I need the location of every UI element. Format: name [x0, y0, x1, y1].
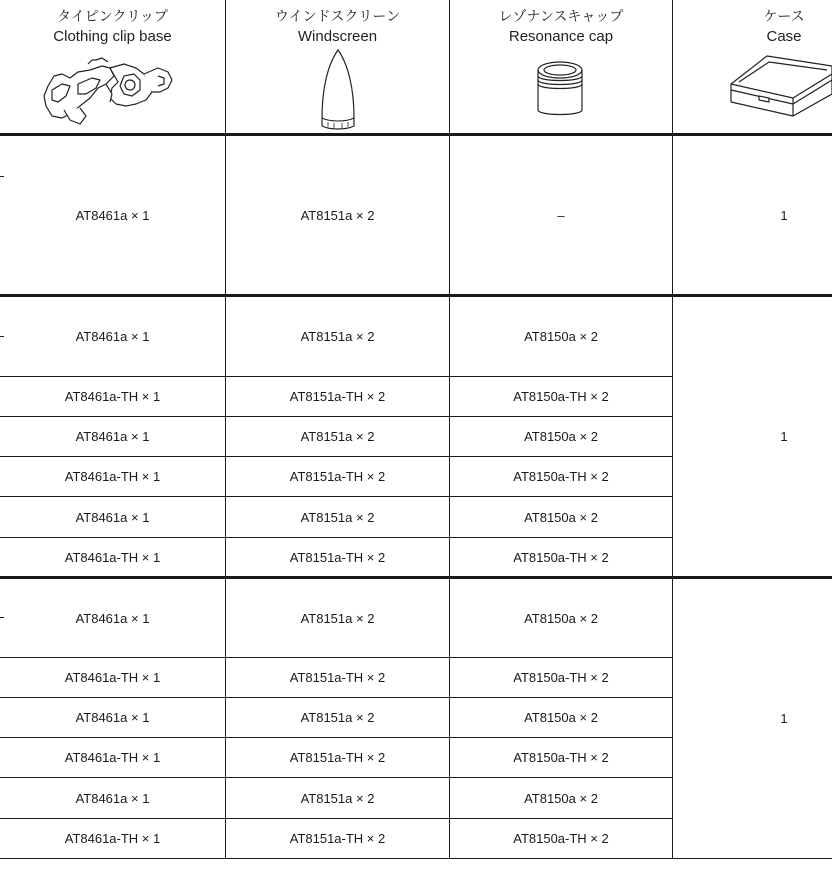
cell-cap: AT8150a × 2	[524, 610, 598, 626]
cell-clip: AT8461a × 1	[75, 509, 150, 525]
cell-windscreen: AT8151a-TH × 2	[289, 670, 386, 685]
cell-cap: –	[557, 207, 565, 223]
cell-case: 1	[780, 207, 788, 223]
header-windscreen-en: Windscreen	[297, 28, 378, 45]
cell-clip: AT8461a × 1	[75, 429, 150, 444]
cell-windscreen: AT8151a × 2	[300, 610, 375, 626]
cell-windscreen: AT8151a × 2	[300, 207, 375, 223]
header-case	[673, 8, 832, 46]
cell-windscreen: AT8151a × 2	[300, 509, 375, 525]
header-cap-en: Resonance cap	[508, 28, 614, 45]
case-illustration	[727, 52, 832, 120]
header-clip-jp: タイピンクリップ	[57, 9, 168, 25]
header-clip	[0, 8, 225, 46]
cell-clip: AT8461a-TH × 1	[64, 389, 161, 404]
resonance-cap-illustration	[532, 54, 588, 120]
cell-windscreen: AT8151a-TH × 2	[289, 549, 386, 565]
cell-clip: AT8461a × 1	[75, 790, 150, 806]
cell-cap: AT8150a-TH × 2	[513, 670, 609, 685]
header-cap	[450, 8, 672, 46]
cell-cap: AT8150a-TH × 2	[513, 469, 609, 484]
cell-cap: AT8150a-TH × 2	[513, 750, 609, 765]
header-cap-jp: レゾナンスキャップ	[498, 9, 624, 25]
cell-clip: AT8461a × 1	[75, 329, 150, 344]
header-windscreen	[226, 8, 449, 46]
cell-clip: AT8461a × 1	[75, 610, 150, 626]
cell-cap: AT8150a × 2	[524, 710, 598, 725]
cell-windscreen: AT8151a × 2	[300, 329, 375, 344]
cell-cap: AT8150a × 2	[524, 509, 598, 525]
cell-cap: AT8150a × 2	[524, 329, 598, 344]
cell-windscreen: AT8151a-TH × 2	[289, 469, 386, 484]
cell-cap: AT8150a-TH × 2	[513, 549, 609, 565]
header-clip-en: Clothing clip base	[53, 28, 172, 45]
header-case-jp: ケース	[763, 9, 805, 25]
divider-bottom	[0, 858, 832, 859]
cell-windscreen: AT8151a × 2	[300, 429, 375, 444]
cell-case: 1	[780, 429, 788, 444]
cell-clip: AT8461a-TH × 1	[64, 549, 161, 565]
cell-clip: AT8461a × 1	[75, 710, 150, 725]
cell-windscreen: AT8151a-TH × 2	[289, 389, 386, 404]
cell-clip: AT8461a × 1	[75, 207, 150, 223]
cell-clip: AT8461a-TH × 1	[64, 670, 161, 685]
cell-windscreen: AT8151a-TH × 2	[289, 831, 386, 846]
cell-case: 1	[780, 711, 788, 726]
cell-windscreen: AT8151a × 2	[300, 790, 375, 806]
cell-windscreen: AT8151a × 2	[300, 710, 375, 725]
windscreen-illustration	[318, 48, 358, 132]
header-case-en: Case	[766, 28, 802, 45]
header-windscreen-jp: ウインドスクリーン	[274, 9, 401, 25]
clip-illustration	[40, 54, 190, 129]
cell-cap: AT8150a × 2	[524, 429, 598, 444]
cell-clip: AT8461a-TH × 1	[64, 750, 161, 765]
cell-cap: AT8150a × 2	[524, 790, 598, 806]
cell-windscreen: AT8151a-TH × 2	[289, 750, 386, 765]
cell-clip: AT8461a-TH × 1	[64, 469, 161, 484]
cell-cap: AT8150a-TH × 2	[513, 389, 609, 404]
cell-cap: AT8150a-TH × 2	[513, 831, 609, 846]
cell-clip: AT8461a-TH × 1	[64, 831, 161, 846]
